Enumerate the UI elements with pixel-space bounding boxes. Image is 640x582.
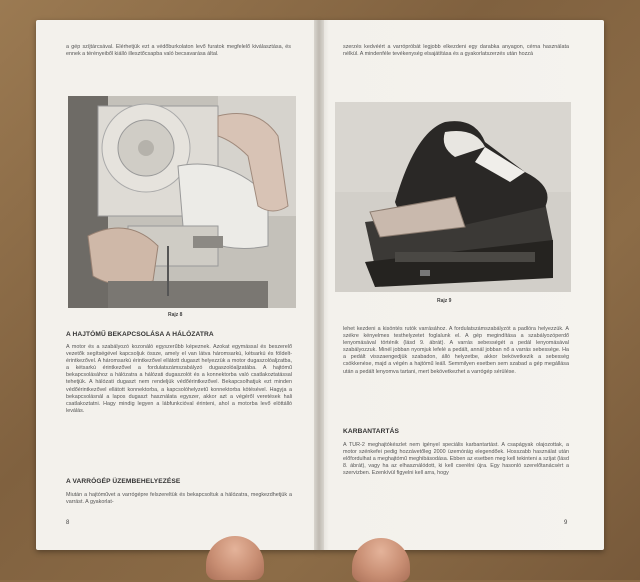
book-gutter xyxy=(314,20,324,550)
section-heading-power: A HAJTÓMŰ BEKAPCSOLÁSA A HÁLÓZATRA xyxy=(66,331,214,338)
right-intro-text: szerzés kedvéért a varrópróbát legjobb elkezdeni egy darabka anyagon, cérna használata nélkül. A mindenféle tevékenység elsajátítása és a gyakorlatszerzés után hozzá xyxy=(343,44,569,58)
figure-9-caption: Rajz 9 xyxy=(437,298,452,304)
right-body-text: lehet kezdeni a kisöntés rutók varrásához. A fordulatszámszabályzót a padlóra helyezzük. A székre kényelmes testhelyzetet foglalunk el. A gép megindítása a szabályozóperdő lenyomásával történik (lásd 9. ábrát). A varrás sebességét a pedál lenyomásával szabályozzuk. Minél jobban nyomjuk lefelé a pedált, annál jobban nő a varrás sebessége. Ha a pedált visszaengedjük szabadon, álló helyzetbe, akkor bekövetkezik a sebesség csökkenése, majd a végén a hajtómű leáll. Semmilyen esetben sem szabad a gép megállása után a pedált lenyomva tartani, mert bekövetkezhet a varrógép sérülése. xyxy=(343,326,569,375)
section-setup-text: Miután a hajtóművet a varrógépre felszereltük és bekapcsoltuk a hálózatra, megkezdhetjük a varrást. A gyakorlat- xyxy=(66,492,292,506)
foot-pedal-illustration xyxy=(335,102,571,292)
section-heading-maintenance: KARBANTARTÁS xyxy=(343,428,400,435)
left-page xyxy=(36,20,319,550)
figure-8-photo xyxy=(68,96,296,308)
section-maintenance-text: A TUR-2 meghajtókészlet nem igényel speciális karbantartást. A csapágyak olajozottak, a motor szénkefei pedig hozzávetőleg 2000 üzemóráig elegendőek. Hosszabb használat után előfordulhat a meghajtómű meghibásodása. Ebben az esetben meg kell tekinteni a szíjat (lásd 8. ábrát), vagy ha az elhasználódott, ki kell cserélni újra. Egy hasonló szerelőtanácsért a szervizben. Ezenkívül figyelni kell arra, hogy xyxy=(343,442,569,477)
right-page xyxy=(319,20,604,550)
right-page-number: 9 xyxy=(564,520,568,526)
figure-9-photo xyxy=(335,102,571,292)
section-heading-setup: A VARRÓGÉP ÜZEMBEHELYEZÉSE xyxy=(66,478,181,485)
machine-illustration xyxy=(68,96,296,308)
left-page-number: 8 xyxy=(66,520,70,526)
left-intro-text: a gép szíjtárcsával. Elérhetjük ezt a védőburkolaton levő furatok megfelelő kiválasztása, és ennek a térényeiből kiálló illesztőcsapba való becsavarása által. xyxy=(66,44,291,58)
figure-8-caption: Rajz 8 xyxy=(168,312,183,318)
section-power-text: A motor és a szabályozó kozonáló egyszerűbb képeznek. Azokat egymással és beszerelő vezetők segítségével kapcsoljuk össze, amely el van látva háromsarkú, kétsarkú és földelt- érintkezővel. A háromsarkú érintkezővel ellátott dugaszt helyezzük a motor dugaszolóaljzatba, a kétsarkú érintkezővel a fordulatszámszabályzó dugaszolóaljzatába. A hajtómű bekapcsolásához a hálózatra a hálózati dugaszolót és a konnektorba való csatlakoztatással tehetjük. A hálózati dugaszt nem rendeljük védőérintkezővel. Bekapcsolhatjuk ezt minden védőérintkezővel ellátott konnektorba, a kapcsolóhelyzetű konnektorba kötésével. Hagyja a bekapcsolásnál a lapos dugaszt használata egyszer, akkor azt a végéről veretések hali csatlakoztatni. Hagy mindig legyen a lábfunkcióval érinteni, ahol a motorba levő elöttálló leválás. xyxy=(66,344,292,414)
